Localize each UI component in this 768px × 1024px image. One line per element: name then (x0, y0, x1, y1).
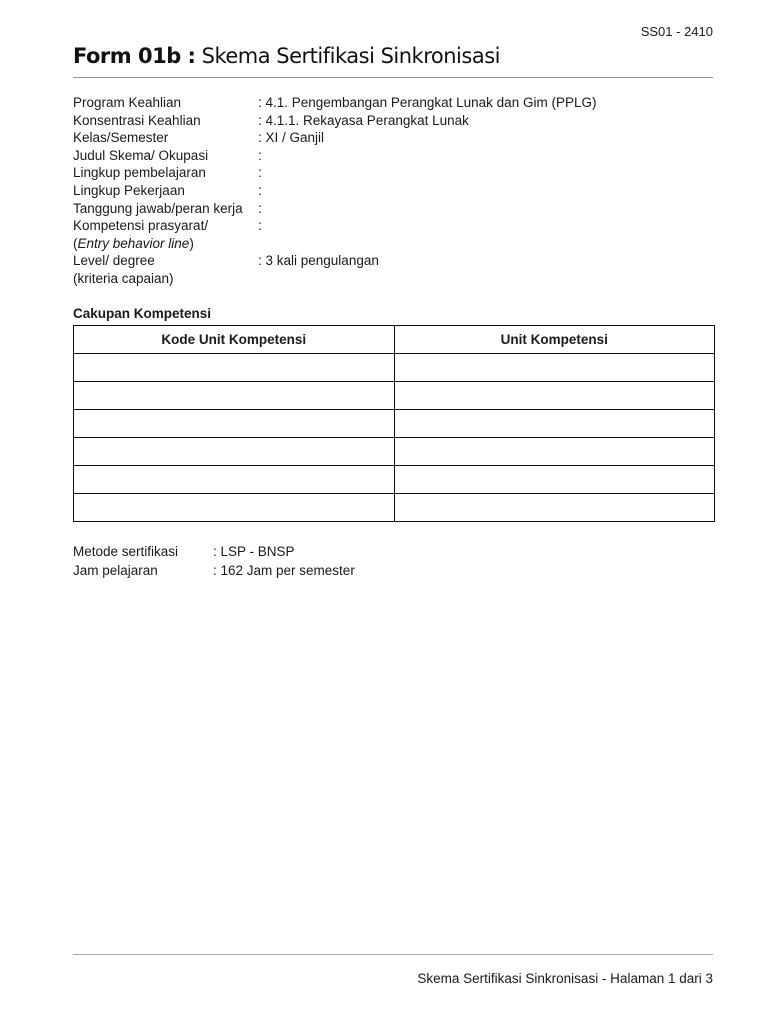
info-label: Kompetensi prasyarat/ (73, 218, 209, 234)
meta-label: Jam pelajaran (73, 562, 158, 578)
column-header-unit: Unit Kompetensi (394, 326, 715, 354)
section-title-competency: Cakupan Kompetensi (73, 306, 212, 321)
header-divider (73, 77, 713, 78)
info-label: Tanggung jawab/peran kerja (73, 200, 243, 216)
info-value: : XI / Ganjil (258, 130, 325, 146)
info-row-tanggung-jawab (73, 200, 596, 218)
cell-code[interactable] (74, 354, 395, 382)
info-value: : (258, 182, 262, 198)
cell-code[interactable] (74, 438, 395, 466)
paren-close: ) (189, 235, 194, 251)
meta-label: Metode sertifikasi (73, 544, 179, 559)
info-row-kelas (73, 129, 596, 147)
info-row-konsentrasi (73, 112, 596, 130)
meta-value: : 162 Jam per semester (213, 562, 355, 578)
info-row-level (73, 252, 596, 270)
column-header-code: Kode Unit Kompetensi (74, 326, 395, 354)
cell-code[interactable] (74, 494, 395, 522)
info-value: : (258, 200, 262, 216)
info-label: Kelas/Semester (73, 130, 169, 146)
info-value: : 4.1.1. Rekayasa Perangkat Lunak (258, 112, 469, 128)
table-row (74, 382, 715, 410)
info-label-entry-behavior (73, 235, 258, 253)
info-label-kriteria: (kriteria capaian) (73, 270, 174, 286)
meta-block (73, 543, 355, 580)
cell-code[interactable] (74, 410, 395, 438)
info-label: Lingkup Pekerjaan (73, 182, 185, 198)
meta-row-metode (73, 543, 355, 562)
info-row-kriteria (73, 270, 596, 288)
cell-unit[interactable] (394, 466, 715, 494)
info-value: : (258, 147, 262, 163)
page-footer: Skema Sertifikasi Sinkronisasi - Halaman 1 dari 3 (417, 971, 713, 986)
cell-code[interactable] (74, 466, 395, 494)
cell-unit[interactable] (394, 410, 715, 438)
info-row-program (73, 94, 596, 112)
document-code: SS01 - 2410 (640, 24, 713, 39)
table-header-row (74, 326, 715, 354)
info-block (73, 94, 596, 288)
info-row-lingkup-pekerjaan (73, 182, 596, 200)
info-label: Program Keahlian (73, 95, 182, 110)
table-row (74, 438, 715, 466)
info-label: Lingkup pembelajaran (73, 165, 206, 181)
table-row (74, 354, 715, 382)
info-label: Level/ degree (73, 253, 155, 269)
info-value: : (258, 165, 262, 181)
table-row (74, 494, 715, 522)
meta-value: : LSP - BNSP (213, 544, 295, 559)
info-label: Konsentrasi Keahlian (73, 112, 201, 128)
table-row (74, 410, 715, 438)
info-row-lingkup-pembelajaran (73, 164, 596, 182)
form-title-text: Skema Sertifikasi Sinkronisasi (201, 44, 500, 68)
form-id: Form 01b : (73, 44, 196, 68)
info-row-entry-behavior (73, 235, 596, 253)
form-title (73, 44, 500, 68)
paren-open: ( (73, 235, 78, 251)
info-value: : (258, 218, 262, 234)
footer-divider (73, 954, 713, 955)
cell-unit[interactable] (394, 494, 715, 522)
cell-code[interactable] (74, 382, 395, 410)
info-value: : 4.1. Pengembangan Perangkat Lunak dan Gim (PPLG) (258, 95, 597, 110)
table-row (74, 466, 715, 494)
cell-unit[interactable] (394, 354, 715, 382)
info-label: Judul Skema/ Okupasi (73, 147, 209, 163)
info-row-kompetensi-prasyarat (73, 217, 596, 235)
entry-behavior-text: Entry behavior line (77, 235, 190, 251)
info-row-judul (73, 147, 596, 165)
cell-unit[interactable] (394, 438, 715, 466)
competency-table (73, 325, 715, 522)
cell-unit[interactable] (394, 382, 715, 410)
meta-row-jam (73, 562, 355, 581)
info-value: : 3 kali pengulangan (258, 253, 379, 269)
